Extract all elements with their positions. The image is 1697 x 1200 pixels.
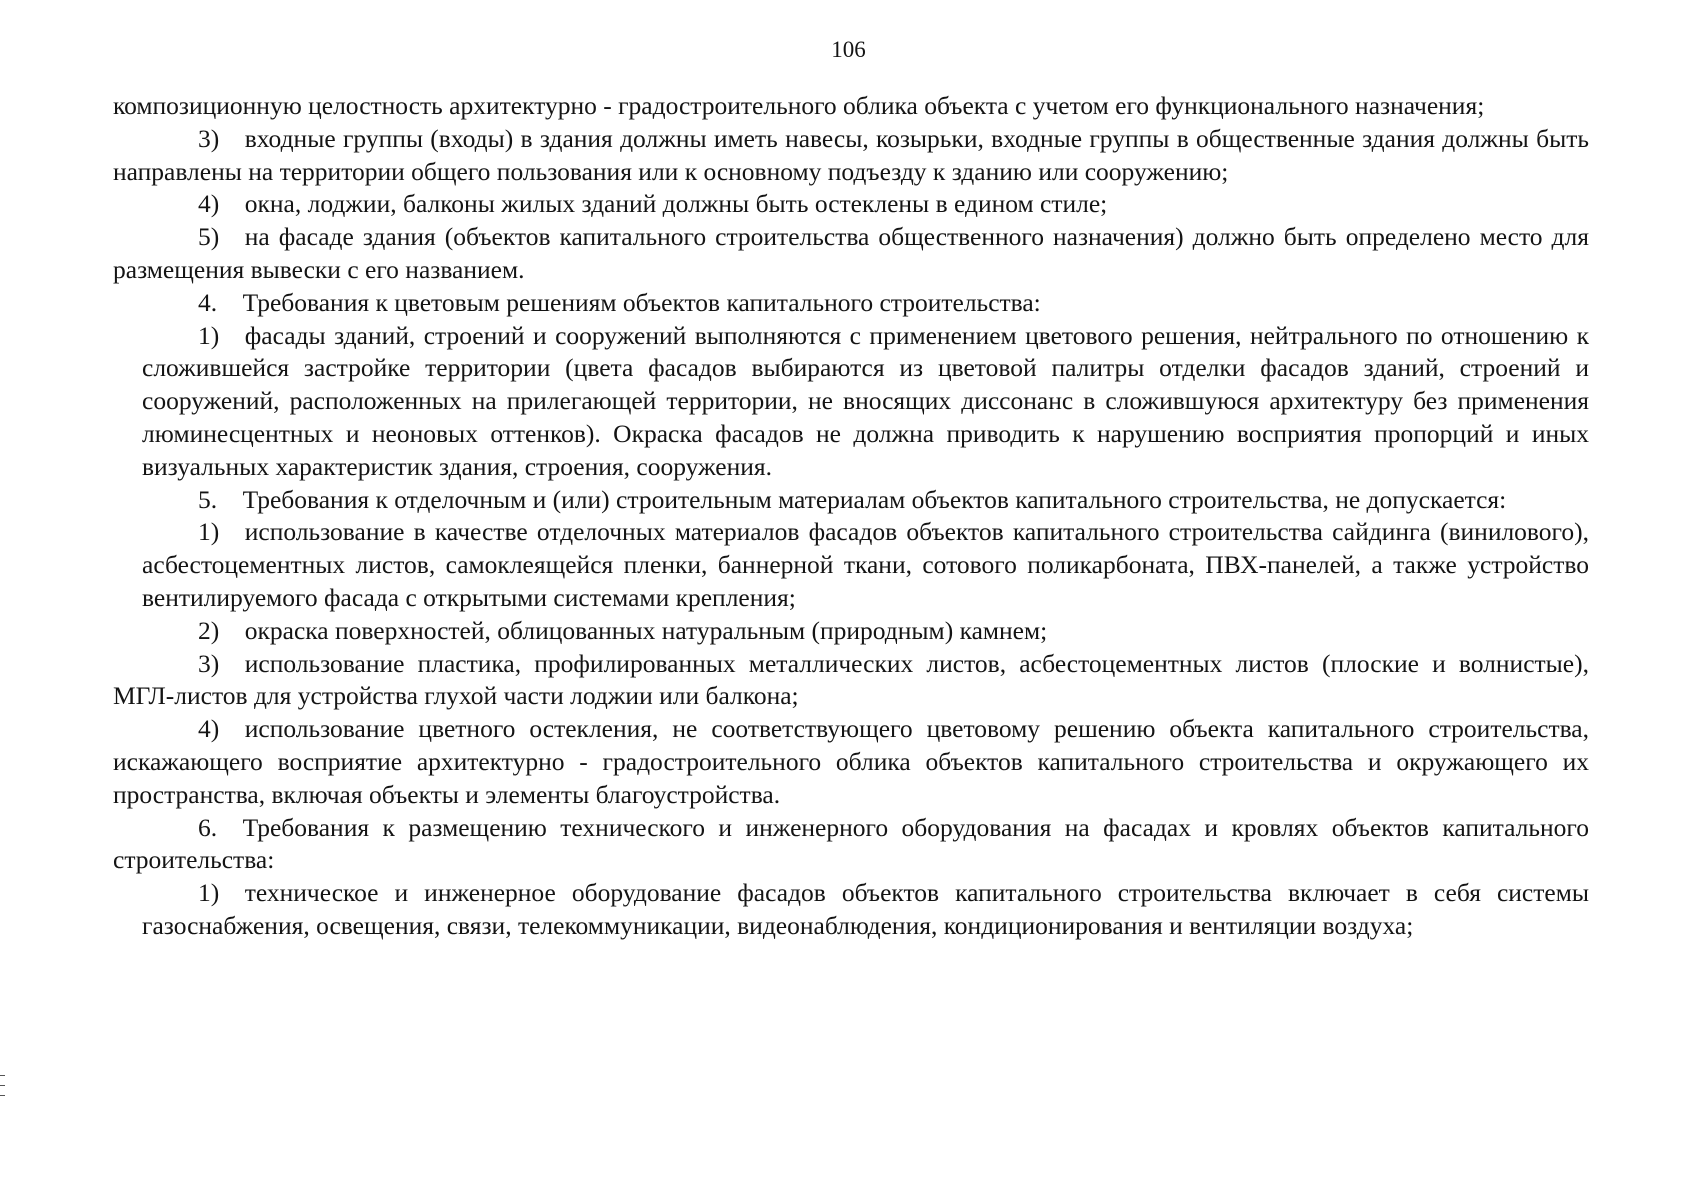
list-item-colored-glazing: 4) использование цветного остекления, не соответствующего цветовому решению объекта капитального строительства, искажающего восприятие архитектурно - градостроительного облика объектов капитального строительства и окружающего их пространства, включая объекты и элементы благоустройства. (113, 714, 1589, 809)
scan-artifact-mark (0, 1075, 5, 1076)
list-item-stone-painting: 2) окраска поверхностей, облицованных натуральным (природным) камнем; (198, 615, 1048, 645)
list-item-plastic-sheets: 3) использование пластика, профилированных металлических листов, асбестоцементных листов (плоские и волнистые), МГЛ-листов для устройства глухой части лоджии или балкона; (113, 648, 1589, 711)
list-item-entrance-groups: 3) входные группы (входы) в здания должны иметь навесы, козырьки, входные группы в общественные здания должны быть направлены на территории общего пользования или к основному подъезду к зданию или сооружению; (113, 123, 1589, 186)
scan-artifact-mark (0, 1085, 5, 1086)
list-item-engineering-equipment: 1) техническое и инженерное оборудование фасадов объектов капитального строительства включает в себя системы газоснабжения, освещения, связи, телекоммуникации, видеонаблюдения, кондиционирования и вентиляции воздуха; (142, 878, 1589, 940)
list-item-windows-loggias: 4) окна, лоджии, балконы жилых зданий должны быть остеклены в едином стиле; (198, 189, 1108, 219)
section-heading-color-requirements: 4. Требования к цветовым решениям объектов капитального строительства: (198, 287, 1041, 317)
paragraph-continuation: композиционную целостность архитектурно - градостроительного облика объекта с учетом его функционального назначения; (113, 91, 1485, 120)
page-number: 106 (831, 37, 866, 62)
scan-artifact-mark (0, 1095, 5, 1096)
list-item-finishing-materials: 1) использование в качестве отделочных материалов фасадов объектов капитального строительства сайдинга (винилового), асбестоцементных листов, самоклеящейся пленки, баннерной ткани, сотового поликарбоната, ПВХ-панелей, а также устройство вентилируемого фасада с открытыми системами крепления; (142, 517, 1589, 612)
section-heading-equipment-requirements: 6. Требования к размещению технического и инженерного оборудования на фасадах и кровлях объектов капитального строительства: (113, 812, 1589, 875)
section-heading-materials-requirements: 5. Требования к отделочным и (или) строительным материалам объектов капитального строительства, не допускается: (198, 484, 1507, 514)
document-body (113, 90, 1589, 943)
list-item-signage-place: 5) на фасаде здания (объектов капитального строительства общественного назначения) должно быть определено место для размещения вывески с его названием. (113, 222, 1589, 284)
list-item-facade-colors: 1) фасады зданий, строений и сооружений выполняются с применением цветового решения, нейтрального по отношению к сложившейся застройке территории (цвета фасадов выбираются из цветовой палитры отделки фасадов зданий, строений и сооружений, расположенных на прилегающей территории, не вносящих диссонанс в сложившуюся архитектуру без применения люминесцентных и неоновых оттенков). Окраска фасадов не должна приводить к нарушению восприятия пропорций и иных визуальных характеристик здания, строения, сооружения. (142, 320, 1589, 481)
